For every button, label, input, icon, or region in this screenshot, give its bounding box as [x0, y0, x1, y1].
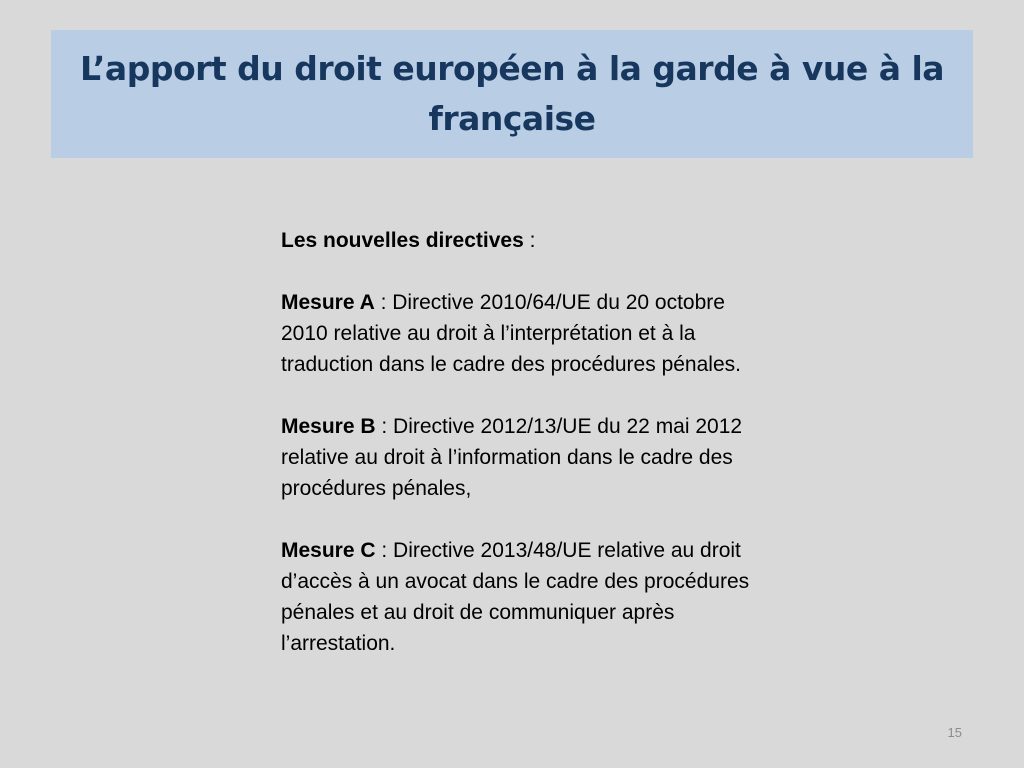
- measure-c-text: : Directive 2013/48/UE relative au droit d’accès à un avocat dans le cadre des procédures pénales et au droit de communiquer après l’arrestation.: [281, 539, 750, 655]
- measure-a-text: : Directive 2010/64/UE du 20 octobre 2010 relative au droit à l’interprétation et à la traduction dans le cadre des procédures pénales.: [281, 291, 741, 376]
- title-banner: [51, 30, 973, 158]
- measure-b: [281, 411, 771, 504]
- measure-a: [281, 287, 771, 380]
- directives-heading: [281, 225, 771, 256]
- slide-title: L’apport du droit européen à la garde à vue à la française: [79, 49, 945, 138]
- measure-c-label: Mesure C: [281, 539, 376, 562]
- measure-b-text: : Directive 2012/13/UE du 22 mai 2012 relative au droit à l’information dans le cadre des procédures pénales,: [281, 415, 743, 500]
- directives-heading-label: Les nouvelles directives: [281, 229, 524, 252]
- page-number: 15: [947, 725, 962, 740]
- measure-b-label: Mesure B: [281, 415, 376, 438]
- directives-content: [281, 225, 771, 659]
- measure-a-label: Mesure A: [281, 291, 375, 314]
- measure-c: [281, 535, 771, 659]
- directives-heading-suffix: :: [523, 229, 536, 252]
